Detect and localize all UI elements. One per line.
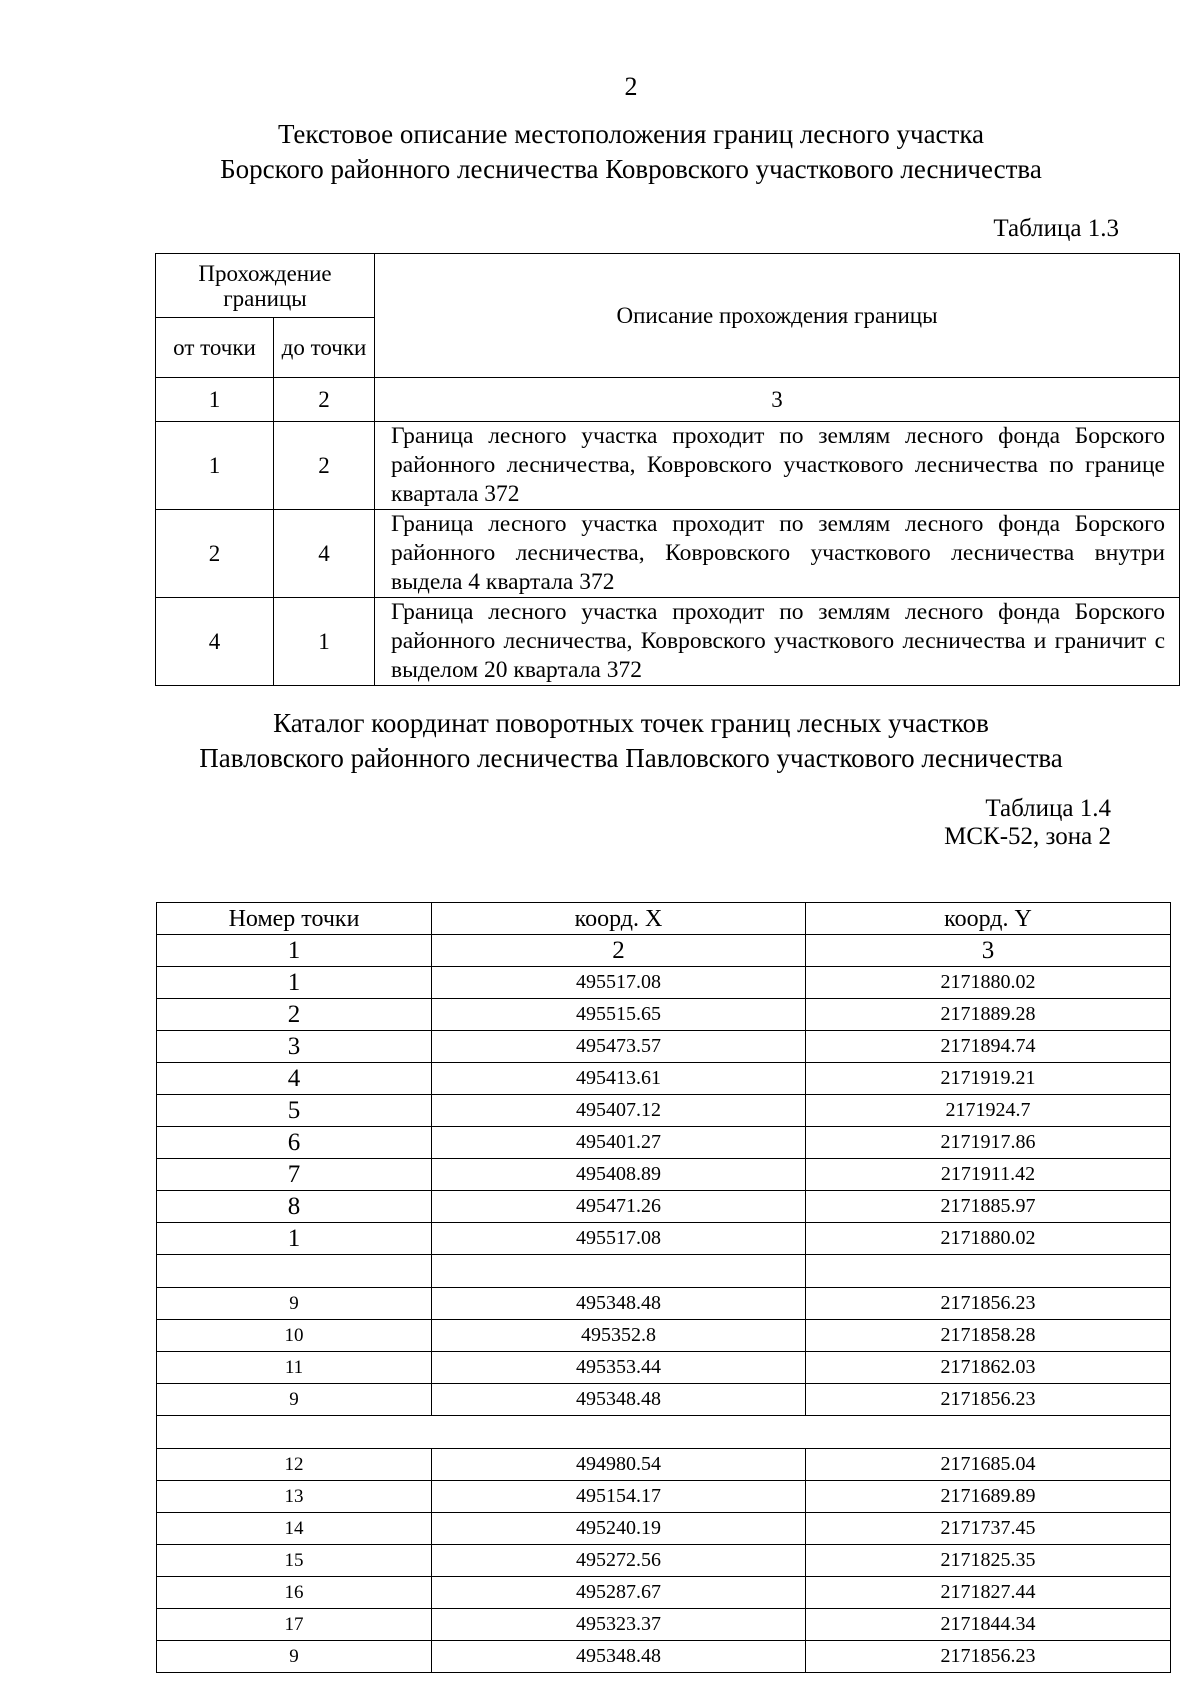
point-number-cell: 11	[157, 1352, 432, 1384]
passage-header: Прохождение границы	[156, 254, 375, 318]
description-cell: Граница лесного участка проходит по землям лесного фонда Борского районного лесничества, Ковровского участкового лесничества внутри выдела 4 квартала 372	[375, 510, 1180, 598]
section2-title-line1: Каталог координат поворотных точек границ лесных участков	[273, 708, 989, 738]
point-number-cell: 5	[157, 1095, 432, 1127]
table-row	[157, 1063, 1171, 1095]
coord-x-cell: 494980.54	[432, 1449, 806, 1481]
coord-y-cell: 2171885.97	[806, 1191, 1171, 1223]
coord-y-cell: 2171858.28	[806, 1320, 1171, 1352]
to-point-header: до точки	[274, 318, 375, 378]
index-cell: 3	[806, 935, 1171, 967]
table-row	[157, 1031, 1171, 1063]
coord-x-cell: 495515.65	[432, 999, 806, 1031]
coord-y-cell: 2171894.74	[806, 1031, 1171, 1063]
section1-title-line2: Борского районного лесничества Ковровского участкового лесничества	[220, 154, 1042, 184]
table-row	[157, 1223, 1171, 1255]
from-point-cell: 1	[156, 422, 274, 510]
table-row	[157, 999, 1171, 1031]
coord-x-cell: 495353.44	[432, 1352, 806, 1384]
coord-y-cell: 2171827.44	[806, 1577, 1171, 1609]
coord-y-cell: 2171685.04	[806, 1449, 1171, 1481]
coord-y-cell: 2171856.23	[806, 1384, 1171, 1416]
table-row	[156, 510, 1180, 598]
index-cell: 2	[432, 935, 806, 967]
coord-x-header: коорд. X	[432, 903, 806, 935]
page-number: 2	[624, 72, 638, 101]
coord-y-cell: 2171919.21	[806, 1063, 1171, 1095]
coord-x-cell: 495471.26	[432, 1191, 806, 1223]
coord-x-cell: 495517.08	[432, 967, 806, 999]
table-row	[157, 1609, 1171, 1641]
empty-cell	[806, 1255, 1171, 1288]
table-row	[157, 1320, 1171, 1352]
point-number-cell: 13	[157, 1481, 432, 1513]
table-row	[157, 1449, 1171, 1481]
coord-y-cell: 2171825.35	[806, 1545, 1171, 1577]
table-row	[157, 1513, 1171, 1545]
coord-x-cell: 495348.48	[432, 1641, 806, 1673]
empty-cell	[157, 1416, 1171, 1449]
to-point-cell: 2	[274, 422, 375, 510]
coordinate-system-label: МСК-52, зона 2	[944, 823, 1111, 850]
table-row	[157, 1545, 1171, 1577]
empty-cell	[432, 1255, 806, 1288]
point-number-cell: 1	[157, 967, 432, 999]
coord-y-cell: 2171880.02	[806, 1223, 1171, 1255]
empty-cell	[157, 1255, 432, 1288]
coord-y-cell: 2171911.42	[806, 1159, 1171, 1191]
table-row	[157, 1127, 1171, 1159]
coord-x-cell: 495287.67	[432, 1577, 806, 1609]
to-point-cell: 4	[274, 510, 375, 598]
point-number-cell: 16	[157, 1577, 432, 1609]
coord-x-cell: 495473.57	[432, 1031, 806, 1063]
coord-y-cell: 2171856.23	[806, 1288, 1171, 1320]
point-number-cell: 3	[157, 1031, 432, 1063]
coord-y-cell: 2171737.45	[806, 1513, 1171, 1545]
from-point-header: от точки	[156, 318, 274, 378]
section2-title	[0, 706, 1200, 776]
coord-y-cell: 2171862.03	[806, 1352, 1171, 1384]
point-number-cell: 7	[157, 1159, 432, 1191]
coord-x-cell: 495154.17	[432, 1481, 806, 1513]
table-row	[157, 1288, 1171, 1320]
point-number-header: Номер точки	[157, 903, 432, 935]
coord-x-cell: 495517.08	[432, 1223, 806, 1255]
coord-x-cell: 495407.12	[432, 1095, 806, 1127]
coord-y-cell: 2171917.86	[806, 1127, 1171, 1159]
table-row	[156, 598, 1180, 686]
table-row	[157, 1641, 1171, 1673]
table-row	[157, 1352, 1171, 1384]
coord-x-cell: 495413.61	[432, 1063, 806, 1095]
coord-y-cell: 2171924.7	[806, 1095, 1171, 1127]
table-1-4-caption	[700, 795, 1111, 851]
index-cell: 2	[274, 378, 375, 422]
table-row	[157, 1481, 1171, 1513]
table-row	[157, 1191, 1171, 1223]
coord-x-cell: 495401.27	[432, 1127, 806, 1159]
point-number-cell: 14	[157, 1513, 432, 1545]
section2-title-line2: Павловского районного лесничества Павловского участкового лесничества	[199, 743, 1063, 773]
table-1-4-caption-title: Таблица 1.4	[985, 795, 1111, 822]
group-separator-row	[157, 1416, 1171, 1449]
table-row	[157, 967, 1171, 999]
coord-x-cell: 495348.48	[432, 1384, 806, 1416]
point-number-cell: 17	[157, 1609, 432, 1641]
boundary-description-table	[155, 253, 1180, 686]
point-number-cell: 10	[157, 1320, 432, 1352]
coord-y-cell: 2171856.23	[806, 1641, 1171, 1673]
to-point-cell: 1	[274, 598, 375, 686]
coord-y-cell: 2171844.34	[806, 1609, 1171, 1641]
coord-x-cell: 495240.19	[432, 1513, 806, 1545]
description-cell: Граница лесного участка проходит по землям лесного фонда Борского районного лесничества, Ковровского участкового лесничества по границе квартала 372	[375, 422, 1180, 510]
point-number-cell: 2	[157, 999, 432, 1031]
coord-x-cell: 495348.48	[432, 1288, 806, 1320]
point-number-cell: 9	[157, 1384, 432, 1416]
coord-x-cell: 495272.56	[432, 1545, 806, 1577]
table-1-3-caption: Таблица 1.3	[993, 215, 1119, 242]
point-number-cell: 1	[157, 1223, 432, 1255]
coord-y-header: коорд. Y	[806, 903, 1171, 935]
index-cell: 3	[375, 378, 1180, 422]
table-row	[156, 422, 1180, 510]
point-number-cell: 9	[157, 1641, 432, 1673]
table-row	[157, 1384, 1171, 1416]
point-number-cell: 8	[157, 1191, 432, 1223]
point-number-cell: 4	[157, 1063, 432, 1095]
section1-title	[0, 117, 1200, 187]
coord-y-cell: 2171689.89	[806, 1481, 1171, 1513]
from-point-cell: 2	[156, 510, 274, 598]
point-number-cell: 6	[157, 1127, 432, 1159]
coord-x-cell: 495323.37	[432, 1609, 806, 1641]
table-row	[157, 1095, 1171, 1127]
index-cell: 1	[156, 378, 274, 422]
coord-x-cell: 495408.89	[432, 1159, 806, 1191]
point-number-cell: 12	[157, 1449, 432, 1481]
point-number-cell: 15	[157, 1545, 432, 1577]
from-point-cell: 4	[156, 598, 274, 686]
section1-title-line1: Текстовое описание местоположения границ лесного участка	[277, 119, 985, 149]
coord-y-cell: 2171889.28	[806, 999, 1171, 1031]
table-row	[157, 1159, 1171, 1191]
coordinates-table	[156, 902, 1171, 1673]
description-header: Описание прохождения границы	[375, 254, 1180, 378]
index-cell: 1	[157, 935, 432, 967]
group-separator-row	[157, 1255, 1171, 1288]
table-row	[157, 1577, 1171, 1609]
point-number-cell: 9	[157, 1288, 432, 1320]
description-cell: Граница лесного участка проходит по землям лесного фонда Борского районного лесничества, Ковровского участкового лесничества и граничит с выделом 20 квартала 372	[375, 598, 1180, 686]
coord-x-cell: 495352.8	[432, 1320, 806, 1352]
coord-y-cell: 2171880.02	[806, 967, 1171, 999]
